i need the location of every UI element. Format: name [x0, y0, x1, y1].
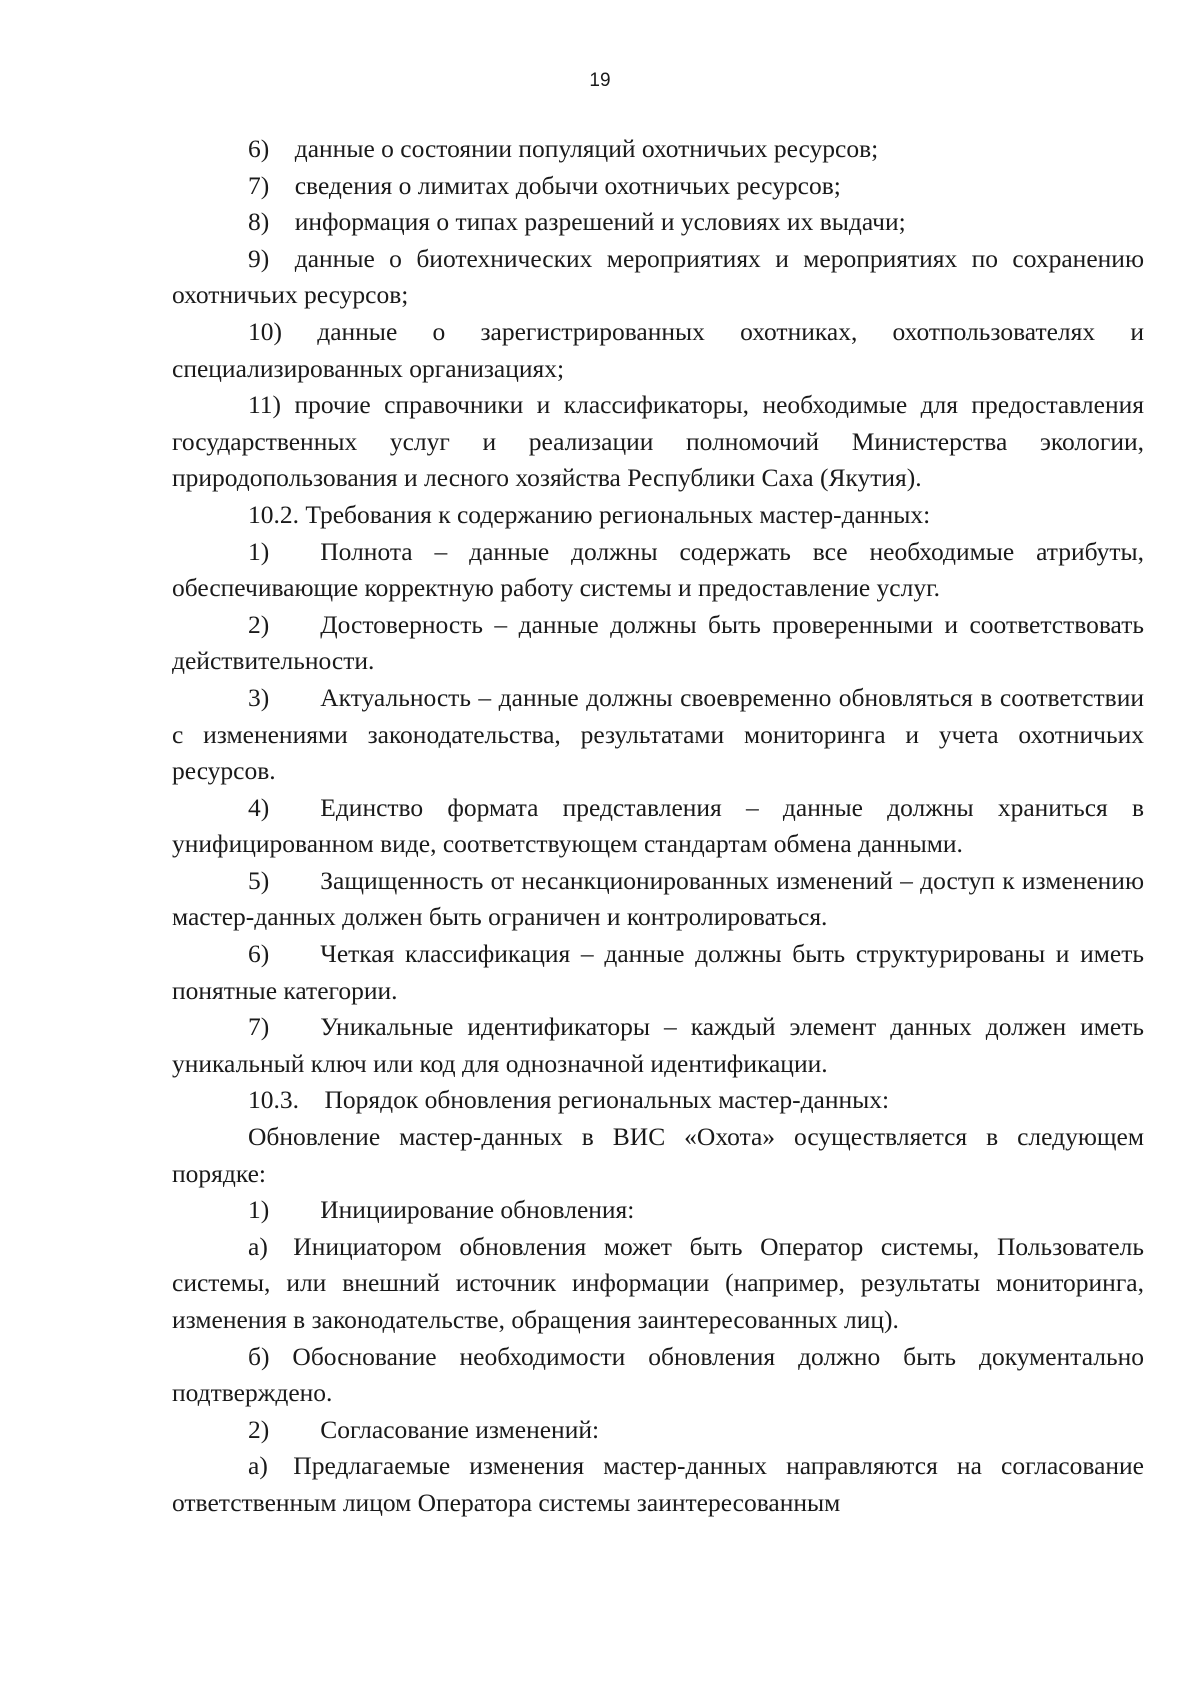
- page-number: 19: [589, 70, 611, 91]
- requirement-4-format-unity: 4) Единство формата представления – данные должны храниться в унифицированном виде, соответствующем стандартам обмена данными.: [172, 792, 1144, 859]
- section-heading-10-3: 10.3. Порядок обновления региональных мастер-данных:: [248, 1085, 890, 1115]
- step-1b-justification: б) Обоснование необходимости обновления должно быть документально подтверждено.: [172, 1341, 1144, 1408]
- list-item-10-hunters: 10) данные о зарегистрированных охотниках, охотпользователях и специализированных организациях;: [172, 316, 1144, 383]
- list-item-8-permits: 8) информация о типах разрешений и условиях их выдачи;: [248, 207, 906, 237]
- requirement-1-completeness: 1) Полнота – данные должны содержать все необходимые атрибуты, обеспечивающие корректную работу системы и предоставление услуг.: [172, 536, 1144, 603]
- list-item-7-limits: 7) сведения о лимитах добычи охотничьих ресурсов;: [248, 170, 841, 200]
- requirement-2-reliability: 2) Достоверность – данные должны быть проверенными и соответствовать действительности.: [172, 609, 1144, 676]
- update-order-intro: Обновление мастер-данных в ВИС «Охота» осуществляется в следующем порядке:: [172, 1122, 1144, 1188]
- list-item-9-biotechnical: 9) данные о биотехнических мероприятиях и мероприятиях по сохранению охотничьих ресурсов;: [172, 243, 1144, 310]
- requirement-7-unique-ids: 7) Уникальные идентификаторы – каждый элемент данных должен иметь уникальный ключ или код для однозначной идентификации.: [172, 1012, 1144, 1078]
- list-item-6-population-data: 6) данные о состоянии популяций охотничьих ресурсов;: [248, 134, 879, 163]
- step-1-initiation: 1) Инициирование обновления:: [248, 1195, 635, 1225]
- step-2-approval: 2) Согласование изменений:: [248, 1414, 600, 1444]
- list-item-11-other-directories: 11) прочие справочники и классификаторы, необходимые для предоставления государственных услуг и реализации полномочий Министерства экологии, природопользования и лесного хозяйства Республики Саха (Якутия).: [172, 390, 1144, 493]
- step-1a-initiator: а) Инициатором обновления может быть Оператор системы, Пользователь системы, или внешний источник информации (например, результаты мониторинга, изменения в законодательстве, обращения заинтересованных лиц).: [172, 1231, 1144, 1334]
- document-body: [172, 131, 1144, 1522]
- requirement-3-relevance: 3) Актуальность – данные должны своевременно обновляться в соответствии с изменениями законодательства, результатами мониторинга и учета охотничьих ресурсов.: [172, 682, 1144, 786]
- requirement-6-classification: 6) Четкая классификация – данные должны быть структурированы и иметь понятные категории.: [172, 939, 1144, 1005]
- step-2a-proposals: а) Предлагаемые изменения мастер-данных направляются на согласование ответственным лицом Оператора системы заинтересованным: [172, 1451, 1144, 1517]
- requirement-5-protection: 5) Защищенность от несанкционированных изменений – доступ к изменению мастер-данных должен быть ограничен и контролироваться.: [172, 865, 1144, 932]
- section-heading-10-2: 10.2. Требования к содержанию региональных мастер-данных:: [248, 499, 931, 529]
